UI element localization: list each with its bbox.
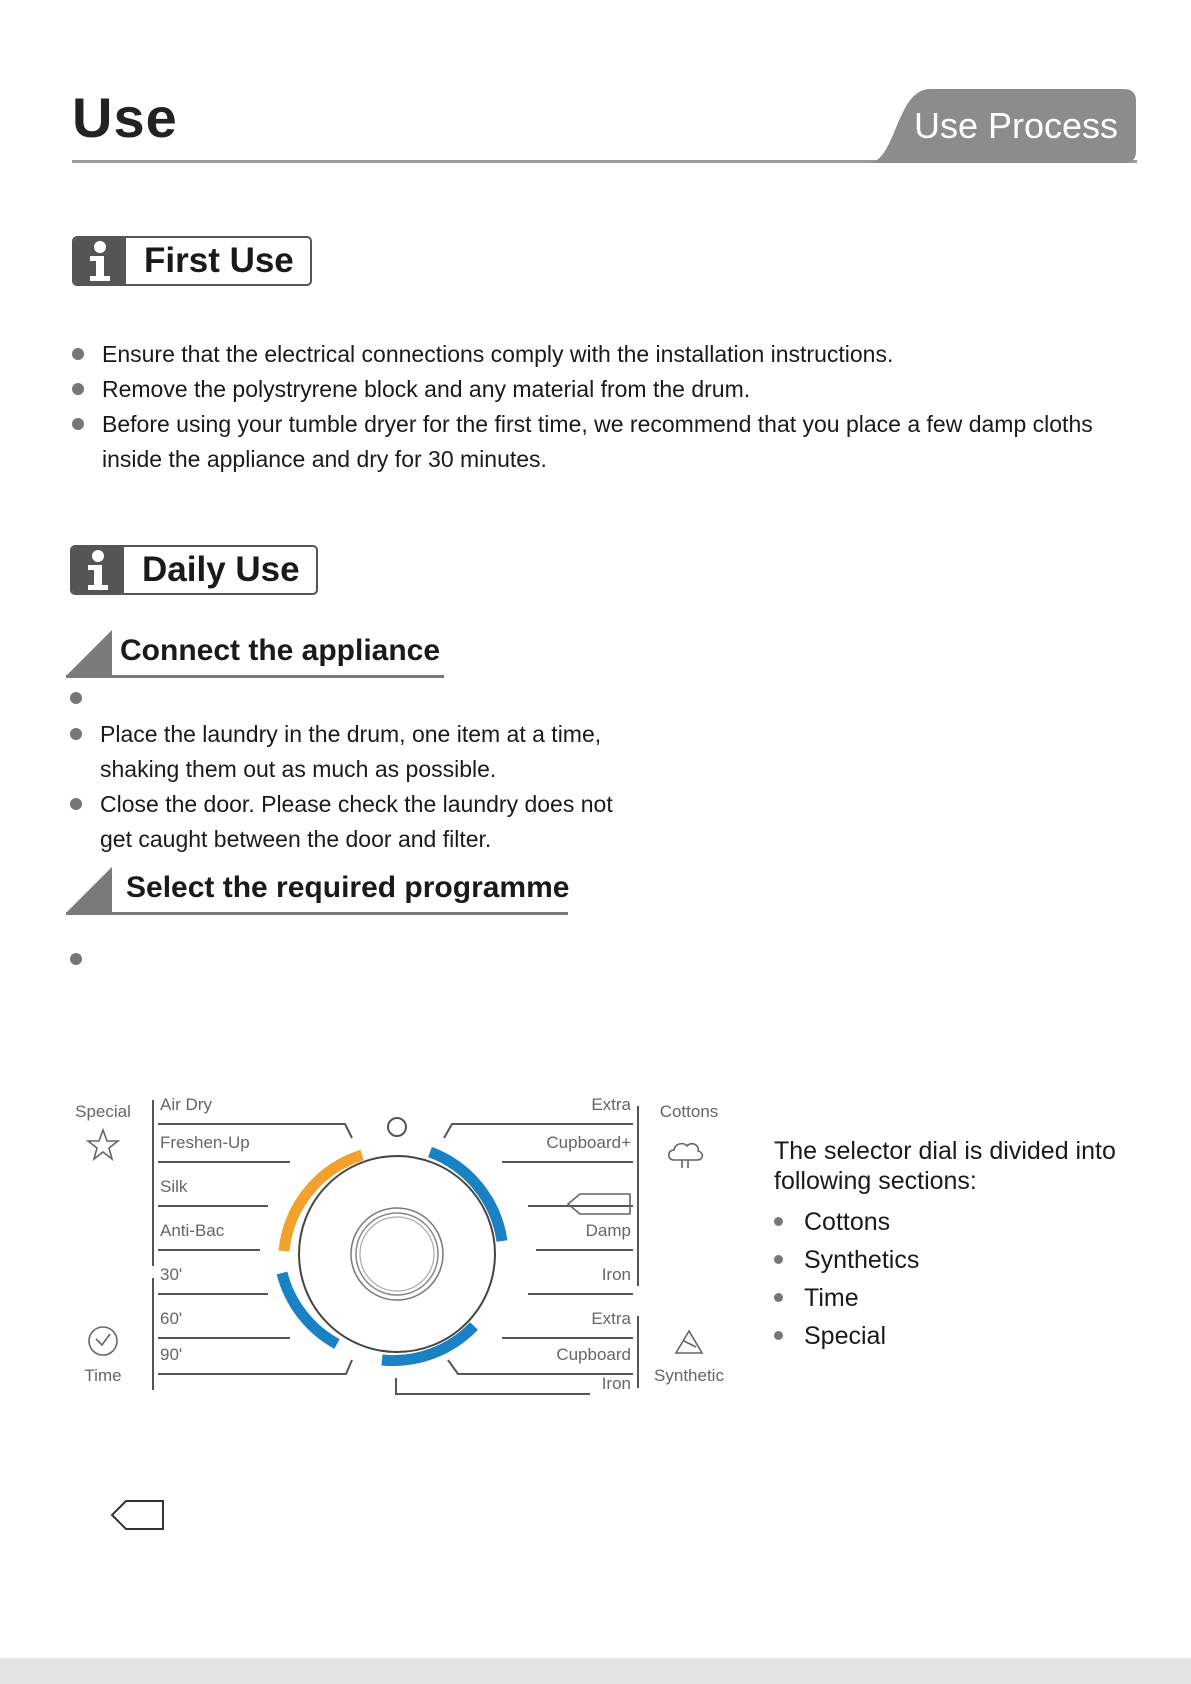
group-label-cottons: Cottons — [659, 1102, 719, 1121]
dial-knob — [351, 1208, 443, 1300]
select-heading — [66, 867, 568, 915]
tag-icon — [568, 1194, 630, 1214]
programme-selector-dial — [70, 1088, 750, 1408]
clock-icon — [89, 1327, 117, 1355]
bullet-dot — [70, 692, 82, 704]
list-item: Remove the polystryrene block and any material from the drum. — [72, 372, 1142, 407]
programme-label: Freshen-Up — [160, 1133, 250, 1152]
programme-label: Anti-Bac — [160, 1221, 225, 1240]
programme-label: Extra — [591, 1309, 631, 1328]
synthetic-iron-line — [396, 1378, 590, 1394]
programme-label: Air Dry — [160, 1095, 212, 1114]
daily-use-heading-box — [70, 545, 318, 595]
footer-band — [0, 1658, 1191, 1684]
programme-label: Cupboard — [556, 1345, 631, 1364]
programme-label: Iron — [601, 1265, 631, 1284]
connect-heading — [66, 630, 444, 678]
list-item: Time — [774, 1279, 919, 1317]
list-item: Cottons — [774, 1203, 919, 1241]
programme-label: Iron — [601, 1374, 631, 1393]
heading-marker — [66, 630, 112, 676]
cottons-icon — [669, 1144, 703, 1168]
ninety-line — [158, 1360, 352, 1374]
first-use-heading: First Use — [144, 241, 294, 280]
off-indicator — [388, 1118, 406, 1136]
programme-label: Cupboard+ — [546, 1133, 631, 1152]
list-item: Synthetics — [774, 1241, 919, 1279]
first-use-heading-box — [72, 236, 312, 286]
info-icon — [74, 238, 126, 284]
list-item: Place the laundry in the drum, one item at a time, shaking them out as much as possible. — [70, 717, 650, 787]
heading-marker — [66, 867, 112, 913]
page-title: Use — [72, 86, 178, 149]
selector-sections-list — [774, 1203, 919, 1355]
group-label-synthetic: Synthetic — [654, 1366, 724, 1385]
programme-label: Extra — [591, 1095, 631, 1114]
list-item: Ensure that the electrical connections comply with the installation instructions. — [72, 337, 1142, 372]
group-label-time: Time — [84, 1366, 122, 1385]
programme-label: Silk — [160, 1177, 188, 1196]
selector-intro: The selector dial is divided into following sections: — [774, 1137, 1116, 1195]
programme-label: 90' — [160, 1345, 183, 1364]
list-item: Special — [774, 1317, 919, 1355]
group-label-special: Special — [75, 1102, 131, 1121]
connect-heading-text: Connect the appliance — [120, 634, 441, 667]
programme-label: Damp — [585, 1221, 631, 1240]
programme-label: 60' — [160, 1309, 183, 1328]
list-item: Before using your tumble dryer for the first time, we recommend that you place a few damp cloths inside the appliance and dry for 30 minutes. — [72, 407, 1142, 477]
programme-label: 30' — [160, 1265, 183, 1284]
first-use-list — [72, 337, 1142, 477]
list-item: Close the door. Please check the laundry does not get caught between the door and filter. — [70, 787, 650, 857]
tag-icon — [110, 1498, 166, 1532]
daily-use-heading: Daily Use — [142, 550, 300, 589]
bullet-dot — [70, 953, 82, 965]
info-icon — [72, 547, 124, 593]
connect-list — [70, 717, 650, 857]
select-heading-text: Select the required programme — [126, 871, 570, 904]
star-icon — [88, 1130, 118, 1159]
synthetic-icon — [676, 1331, 702, 1353]
header-tab-label: Use Process — [913, 105, 1119, 146]
